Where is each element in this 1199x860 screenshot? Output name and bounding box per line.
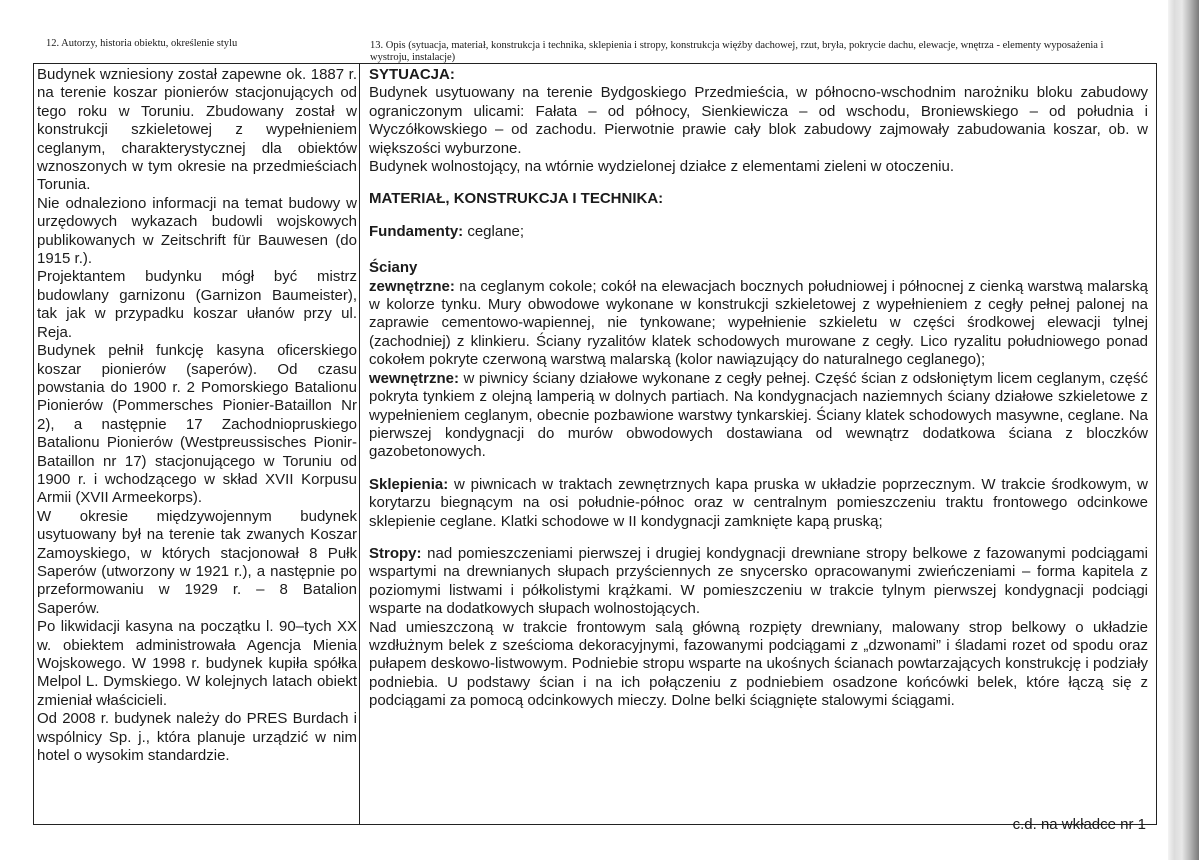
sciany-zewnetrzne-paragraph xyxy=(369,278,1148,370)
fundamenty-label: Fundamenty: xyxy=(369,222,464,240)
wewnetrzne-label: wewnętrzne: xyxy=(369,369,460,387)
stropy-label: Stropy: xyxy=(369,544,422,562)
history-paragraph: Od 2008 r. budynek należy do PRES Burdach i wspólnicy Sp. j., która planuje urządzić w nim hotel o wysokim standardzie. xyxy=(37,710,357,765)
history-paragraph: Nie odnaleziono informacji na temat budowy w urzędowych wykazach budowli wojskowych publikowanych w Zeitschrift für Bauwesen (do 1915 r.). xyxy=(37,194,357,268)
zewnetrzne-text: na ceglanym cokole; cokół na elewacjach bocznych południowej i północnej z cienką warstwą malarską w kolorze tynku. Mury obwodowe wykonane w konstrukcji szkieletowej z wypełnieniem z cegły pełnej palonej na zaprawie cementowo-wapiennej, nie tynkowane; wypełnienie szkieletu w części środkowej elewacji tylnej (zachodniej) z klinkieru. Ściany ryzalitów klatek schodowych murowane z cegły. Lico ryzalitu południowego ponad cokołem pokryte czerwoną warstwą malarską (kolor nawiązujący do naturalnego ceglanego); xyxy=(369,277,1148,369)
sciany-heading: Ściany xyxy=(369,259,418,277)
column-divider xyxy=(359,63,360,825)
sytuacja-heading: SYTUACJA: xyxy=(369,66,455,83)
history-paragraph: W okresie międzywojennym budynek usytuowany był na terenie tak zwanych Koszar Zamoyskiego, w których stacjonował 8 Pułk Saperów (utworzony w 1921 r.), a następnie po przeformowaniu w 1929 r. – 8 Batalion Saperów. xyxy=(37,507,357,617)
fundamenty-paragraph xyxy=(369,223,1148,241)
history-paragraph: Projektantem budynku mógł być mistrz budowlany garnizonu (Garnizon Baumeister), tak jak w przypadku koszar ułanów przy ul. Reja. xyxy=(37,268,357,341)
zewnetrzne-label: zewnętrzne: xyxy=(369,277,455,295)
stropy-paragraph-2: Nad umieszczoną w trakcie frontowym salą główną rozpięty drewniany, malowany strop belkowy o układzie wzdłużnym belek z sześcioma dekoracyjnymi, fazowanymi podciągami z „dzwonami” i śladami rozet od spodu oraz pułapem deskowo-listwowym. Podniebie stropu wsparte na ukośnych ścianach powtarzających konstrukcję i podziały podniebia. U podstawy ścian i na ich połączeniu z podniebiem osadzone końcówki belek, które łączą się z podciągami za pomocą odcinkowych mieczy. Dolne belki ściągnięte stalowymi ściągami. xyxy=(369,618,1148,710)
history-paragraph: Po likwidacji kasyna na początku l. 90–tych XX w. obiektem administrowała Agencja Mienia Wojskowego. W 1998 r. budynek kupiła spółka Melpol L. Dymskiego. W kolejnych latach obiekt zmieniał właścicieli. xyxy=(37,618,357,709)
fundamenty-text: ceglane; xyxy=(463,222,525,240)
section-12-header: 12. Autorzy, historia obiektu, określenie stylu xyxy=(46,38,238,49)
sciany-wewnetrzne-paragraph xyxy=(369,370,1148,462)
sytuacja-paragraph: Budynek wolnostojący, na wtórnie wydzielonej działce z elementami zieleni w otoczeniu. xyxy=(369,158,955,176)
history-paragraph: Budynek wzniesiony został zapewne ok. 1887 r. na terenie koszar pionierów stacjonujących od tego roku w Toruniu. Zbudowany został w konstrukcji szkieletowej z wypełnieniem ceglanym, charakterystycznej dla obiektów wznoszonych w tym okresie na przedmieściach Torunia. xyxy=(37,66,357,194)
continuation-note: c.d. na wkładce nr 1 xyxy=(1012,816,1146,833)
stropy-text: nad pomieszczeniami pierwszej i drugiej kondygnacji drewniane stropy belkowe z fazowanymi podciągami wspartymi na drewnianych słupach przyściennych ze snycersko opracowanymi zwieńczeniami – forma kapitela z poziomymi listwami i półkolistymi krążkami. W pomieszczeniu w trakcie tylnym pierwszej kondygnacji podciągi wsparte na dodatkowych słupach wolnostojących. xyxy=(369,544,1148,618)
history-column xyxy=(37,66,357,765)
sklepienia-text: w piwnicach w traktach zewnętrznych kapa pruska w układzie poprzecznym. W trakcie środkowym, w korytarzu biegnącym na osi południe-północ oraz w centralnym pomieszczeniu traktu frontowego odcinkowe sklepienie ceglane. Klatki schodowe w II kondygnacji zamknięte kapą pruską; xyxy=(369,475,1148,530)
scan-edge xyxy=(1168,0,1199,860)
material-heading: MATERIAŁ, KONSTRUKCJA I TECHNIKA: xyxy=(369,190,664,208)
wewnetrzne-text: w piwnicy ściany działowe wykonane z cegły pełnej. Część ścian z odsłoniętym licem ceglanym, część pokryta tynkiem z olejną lamperią w dolnych partiach. Na kondygnacjach naziemnych ściany działowe szkieletowe z wypełnieniem ceglanym, obecnie pozbawione warstwy tynkarskiej. Ściany klatek schodowych masywne, ceglane. Na pierwszej kondygnacji do murów obwodowych dostawiana od wewnątrz dodatkowa ściana z bloczków gazobetonowych. xyxy=(369,369,1148,461)
sklepienia-label: Sklepienia: xyxy=(369,475,449,493)
sytuacja-paragraph: Budynek usytuowany na terenie Bydgoskiego Przedmieścia, w północno-wschodnim narożniku bloku zabudowy ograniczonym ulicami: Fałata – od północy, Sienkiewicza – od wschodu, Broniewskiego – od południa i Wyczółkowskiego – od zachodu. Pierwotnie prawie cały blok zabudowy zajmowały zabudowania koszar, ob. w większości wyburzone. xyxy=(369,84,1148,157)
stropy-paragraph xyxy=(369,545,1148,619)
section-13-header: 13. Opis (sytuacja, materiał, konstrukcja i technika, sklepienia i stropy, konstrukcja więźby dachowej, rzut, bryła, pokrycie dachu, elewacje, wnętrza - elementy wyposażenia i wystroju, instalacje) xyxy=(370,40,1104,63)
history-paragraph: Budynek pełnił funkcję kasyna oficerskiego koszar pionierów (saperów). Od czasu powstania do 1900 r. 2 Pomorskiego Batalionu Pionierów (Pommersches Pionier-Bataillon Nr 2), a następnie 17 Zachodniopruskiego Batalionu Pionierów (Westpreussisches Pionir-Bataillon nr 17) stacjonującego w Toruniu od 1900 r. i wchodzącego w skład XVII Korpusu Armii (XVII Armeekorps). xyxy=(37,342,357,507)
sklepienia-paragraph xyxy=(369,476,1148,531)
description-column xyxy=(369,66,1148,711)
